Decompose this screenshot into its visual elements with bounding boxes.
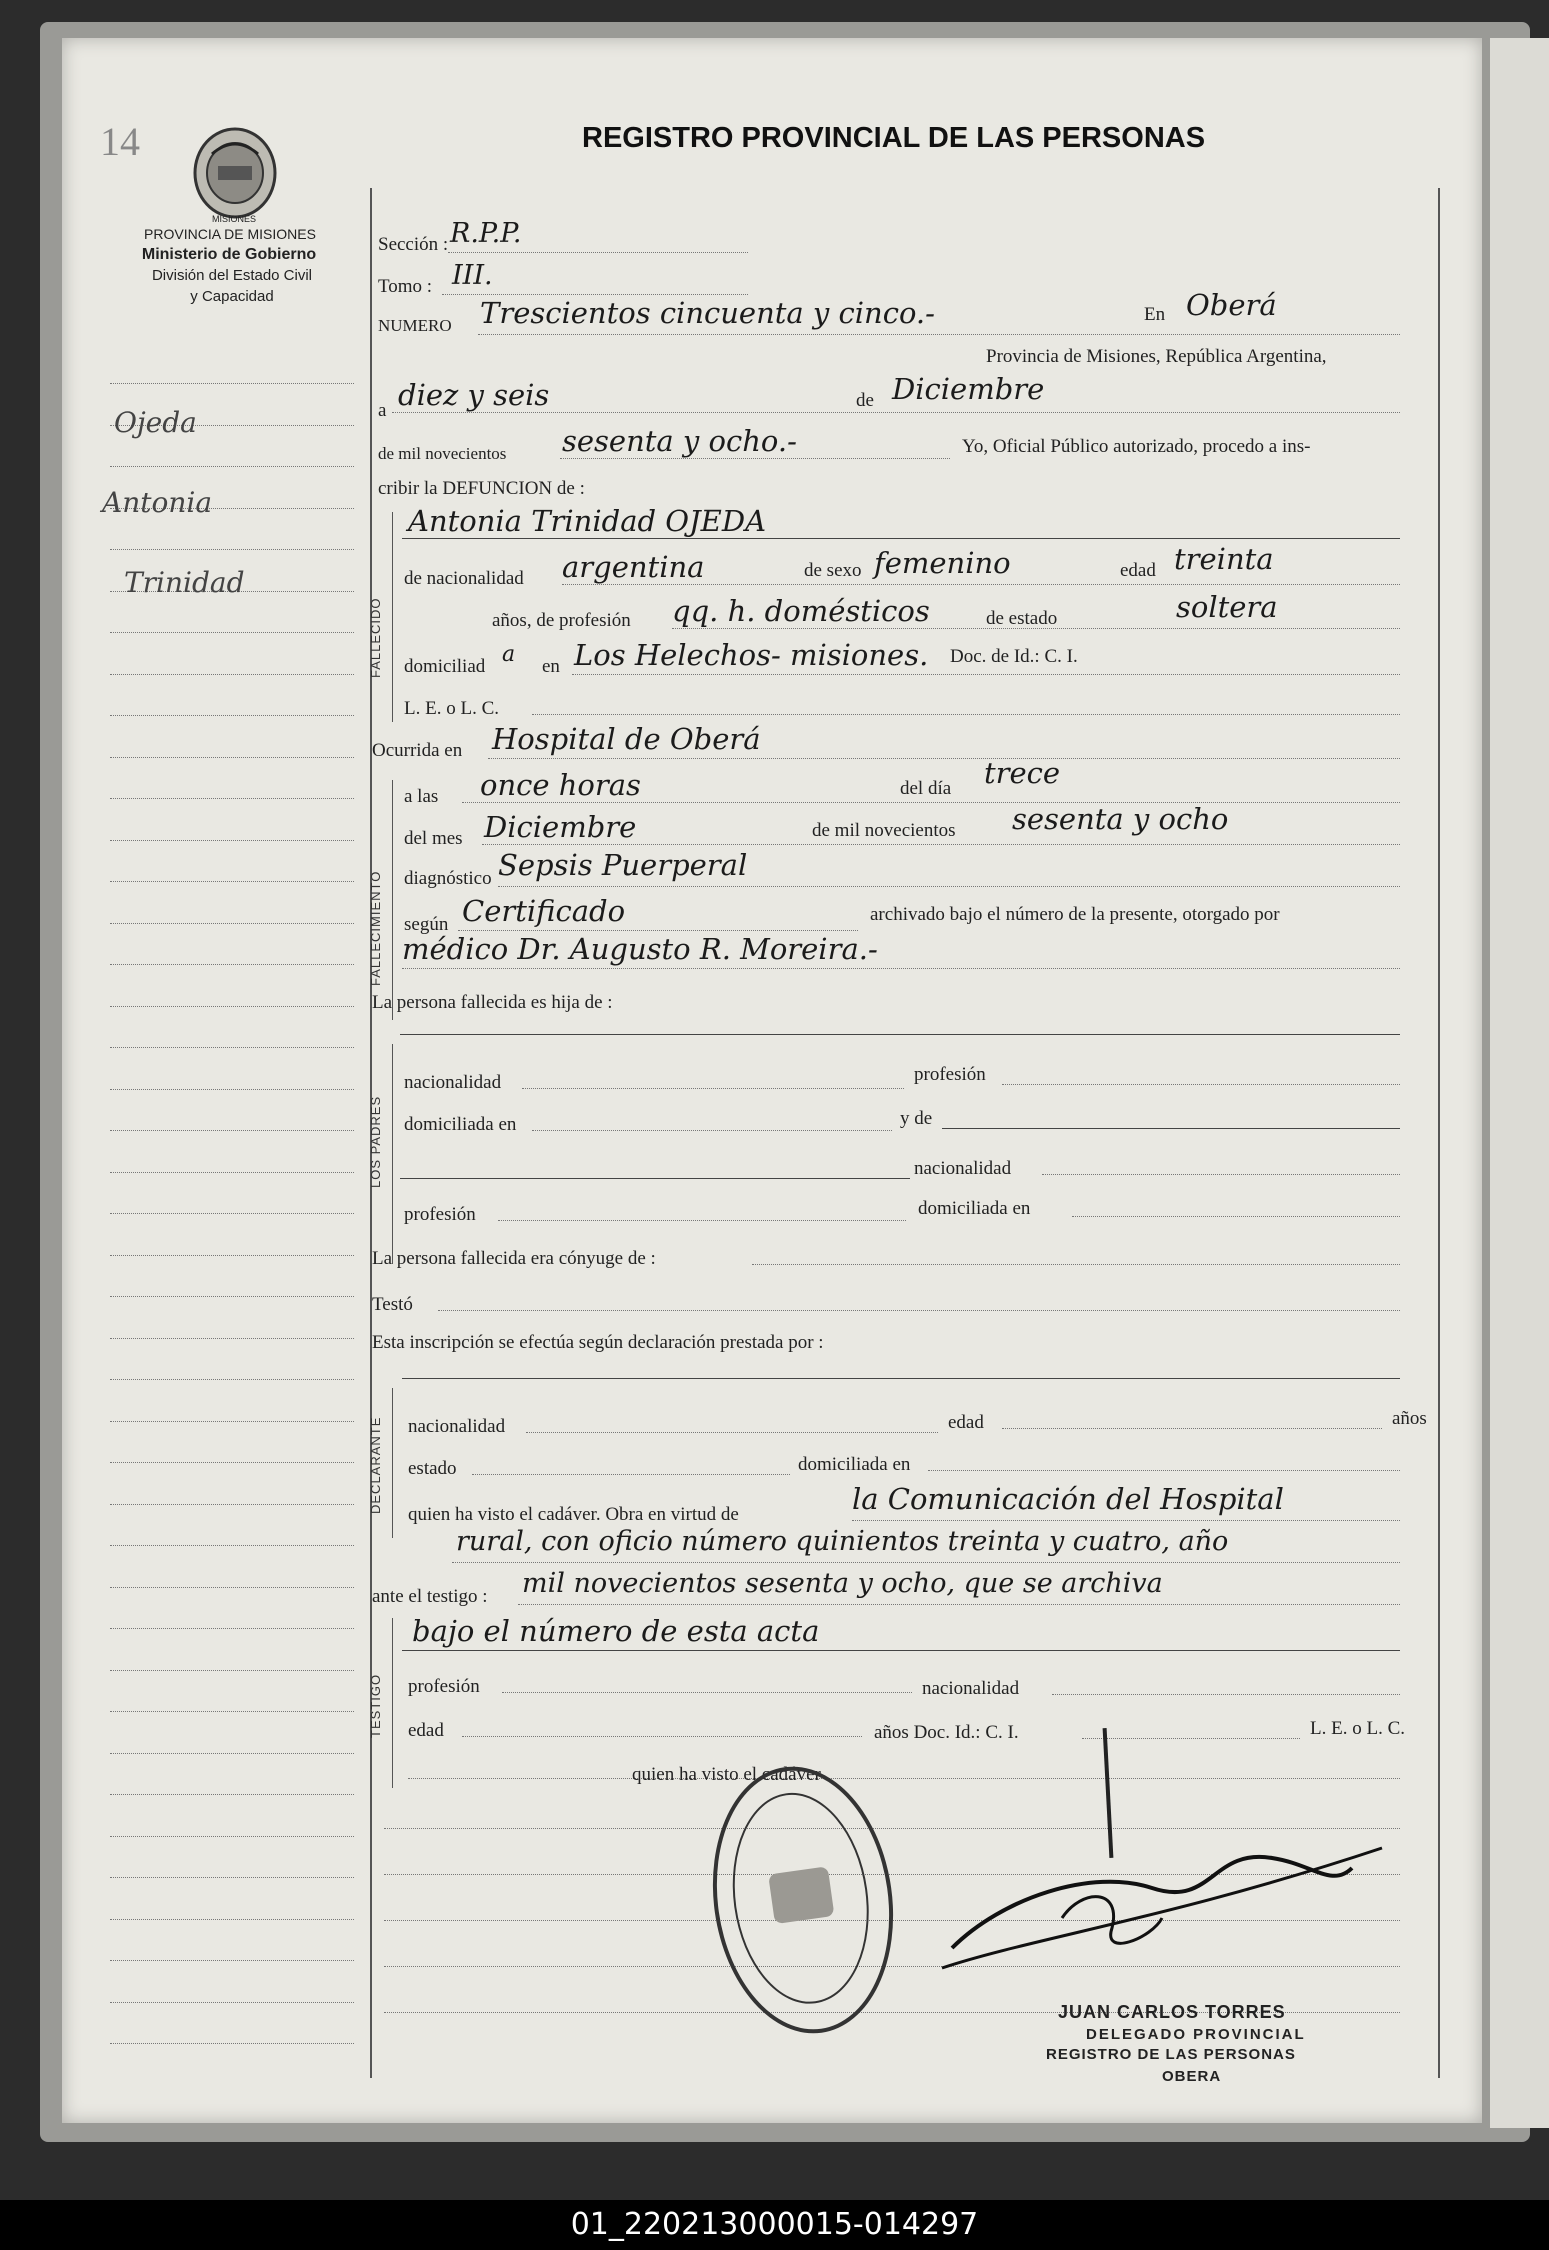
domicilio-line [572, 674, 1400, 675]
medico-line [402, 968, 1400, 969]
conyuge-line [752, 1264, 1400, 1265]
mil2-label: de mil novecientos [812, 820, 956, 841]
edad-value: treinta [1174, 542, 1274, 576]
en-label: En [1144, 304, 1166, 325]
estado-value: soltera [1176, 590, 1278, 624]
anos-profesion-label: años, de profesión [492, 610, 631, 631]
testigo-le-label: L. E. o L. C. [1310, 1718, 1405, 1739]
margin-middle-name: Trinidad [124, 566, 245, 599]
obra-line-1 [852, 1520, 1400, 1521]
testigo-profesion-line [502, 1692, 912, 1693]
ocurrida-line [488, 758, 1400, 759]
seccion-value: R.P.P. [450, 218, 522, 249]
margin-rule-line [110, 1794, 354, 1795]
margin-rule-line [110, 674, 354, 675]
margin-rule-line [110, 1877, 354, 1878]
declarante-edad-line [1002, 1428, 1382, 1429]
madre-domiciliada-line [1072, 1216, 1400, 1217]
le-label: L. E. o L. C. [404, 698, 499, 719]
madre-name-line [400, 1178, 910, 1179]
official-name: JUAN CARLOS TORRES [1058, 2002, 1286, 2022]
a-label: a [378, 400, 387, 421]
en-dom-label: en [542, 656, 560, 677]
madre-line [942, 1128, 1400, 1129]
declarante-line-1 [402, 1378, 1400, 1379]
image-id-footer: 01_220213000015-014297 [0, 2200, 1549, 2250]
margin-rule-line [110, 1670, 354, 1671]
estado-label: de estado [986, 608, 1058, 629]
letterhead-ministry: Ministerio de Gobierno [141, 246, 317, 263]
medico-value: médico Dr. Augusto R. Moreira.- [402, 932, 878, 966]
de-label: de [856, 390, 874, 411]
doc-label: Doc. de Id.: C. I. [950, 646, 1078, 667]
fecha-line [392, 412, 1400, 413]
margin-rule-line [110, 757, 354, 758]
margin-rule-line [110, 715, 354, 716]
testigo-edad-line [462, 1736, 862, 1737]
dia-value: diez y seis [398, 378, 550, 412]
anio-line [560, 458, 950, 459]
ocurrida-value: Hospital de Oberá [492, 722, 761, 756]
margin-rule-line [110, 1753, 354, 1754]
padre-nacionalidad-line [522, 1088, 904, 1089]
segun-line [458, 930, 858, 931]
margin-rule-line [110, 1462, 354, 1463]
sexo-value: femenino [874, 546, 1011, 580]
margin-rule-line [110, 2043, 354, 2044]
le-line [532, 714, 1400, 715]
testigo-anos-doc-label: años Doc. Id.: C. I. [874, 1722, 1019, 1743]
margin-rule-line [110, 840, 354, 841]
official-oval-stamp [696, 1755, 910, 2045]
nombre-line [402, 538, 1400, 539]
ocurrida-label: Ocurrida en [372, 740, 463, 761]
margin-first-name: Antonia [102, 486, 213, 519]
padre-domiciliada-label: domiciliada en [404, 1114, 517, 1135]
provincia-text: Provincia de Misiones, República Argentina, [986, 346, 1327, 367]
testigo-visto-text: quien ha visto el cadáver [632, 1764, 821, 1785]
nacionalidad-value: argentina [562, 550, 705, 584]
padre-profesion-label: profesión [914, 1064, 986, 1085]
seccion-label: Sección : [378, 234, 449, 255]
margin-rule-line [110, 1255, 354, 1256]
margin-rule-line [110, 1836, 354, 1837]
testigo-edad-label: edad [408, 1720, 444, 1741]
obra-value-1: la Comunicación del Hospital [852, 1482, 1284, 1516]
padre-nacionalidad-label: nacionalidad [404, 1072, 502, 1093]
margin-rule-line [110, 1504, 354, 1505]
madre-nacionalidad-label: nacionalidad [914, 1158, 1012, 1179]
declarante-bracket [392, 1388, 393, 1538]
madre-profesion-line [498, 1220, 906, 1221]
segun-value: Certificado [462, 894, 626, 928]
right-divider [1438, 188, 1440, 2078]
testo-line [438, 1310, 1400, 1311]
tomo-value: III. [452, 260, 493, 291]
dia2-value: trece [984, 756, 1061, 790]
oficial-text: Yo, Oficial Público autorizado, procedo a ins- [962, 436, 1311, 457]
margin-rule-line [110, 383, 354, 384]
hija-text: La persona fallecida es hija de : [372, 992, 613, 1013]
declarante-estado-label: estado [408, 1458, 457, 1479]
padres-bracket [392, 1044, 393, 1264]
tomo-label: Tomo : [378, 276, 433, 297]
segun-label: según [404, 914, 449, 935]
official-registry: REGISTRO DE LAS PERSONAS [1046, 2046, 1296, 2063]
margin-rule-line [110, 881, 354, 882]
madre-profesion-label: profesión [404, 1204, 476, 1225]
padres-line-1 [400, 1034, 1400, 1035]
testigo-line-3 [408, 1778, 1400, 1779]
sexo-label: de sexo [804, 560, 862, 581]
margin-rule-line [110, 1296, 354, 1297]
seccion-line [448, 252, 748, 253]
official-title: DELEGADO PROVINCIAL [1086, 2026, 1306, 2043]
en-value: Oberá [1186, 288, 1277, 322]
margin-surname: Ojeda [114, 406, 197, 439]
margin-rule-line [110, 1047, 354, 1048]
margin-rule-line [110, 2002, 354, 2003]
edad-label: edad [1120, 560, 1156, 581]
a-las-label: a las [404, 786, 439, 807]
inscripcion-text: Esta inscripción se efectúa según declaración prestada por : [372, 1332, 824, 1353]
mes-value: Diciembre [892, 372, 1045, 406]
numero-line [478, 334, 1400, 335]
domicilio-value: Los Helechos- misiones. [574, 638, 929, 672]
margin-rule-line [110, 1089, 354, 1090]
domiciliad-label: domiciliad [404, 656, 486, 677]
register-page [62, 38, 1482, 2123]
margin-rule-line [110, 1960, 354, 1961]
testigo-section-label: TESTIGO [368, 1673, 383, 1738]
signature-icon [912, 1828, 1392, 1988]
letterhead-division: División del Estado Civil [151, 267, 313, 284]
margin-rule-line [110, 1587, 354, 1588]
padre-profesion-line [1002, 1084, 1400, 1085]
padres-section-label: LOS PADRES [368, 1095, 383, 1188]
margin-rule-line [110, 1338, 354, 1339]
margin-rule-line [110, 1919, 354, 1920]
diagnostico-label: diagnóstico [404, 868, 492, 889]
hora-line [462, 802, 1400, 803]
margin-rule-line [110, 1379, 354, 1380]
inscribir-text: cribir la DEFUNCION de : [378, 478, 585, 499]
official-city: OBERA [1162, 2068, 1222, 2085]
nacionalidad-line [562, 584, 1400, 585]
margin-rule-line [110, 1421, 354, 1422]
facing-page [1490, 38, 1549, 2128]
profesion-value: qq. h. domésticos [672, 594, 930, 628]
testigo-line-1 [518, 1604, 1400, 1605]
testigo-doc-line [1082, 1738, 1300, 1739]
numero-value: Trescientos cincuenta y cinco.- [480, 296, 935, 330]
nombre-value: Antonia Trinidad OJEDA [408, 504, 767, 538]
del-dia-label: del día [900, 778, 952, 799]
conyuge-text: La persona fallecida era cónyuge de : [372, 1248, 656, 1269]
ante-testigo-label: ante el testigo : [372, 1586, 488, 1607]
profesion-line [672, 628, 1400, 629]
declarante-domiciliada-line [928, 1470, 1400, 1471]
margin-rule-line [110, 1172, 354, 1173]
tomo-line [442, 294, 748, 295]
letterhead-province: PROVINCIA DE MISIONES [144, 226, 316, 242]
madre-nacionalidad-line [1042, 1174, 1400, 1175]
mes2-value: Diciembre [484, 810, 637, 844]
mil-label: de mil novecientos [378, 444, 507, 463]
numero-label: NUMERO [378, 316, 452, 335]
diagnostico-value: Sepsis Puerperal [498, 848, 748, 882]
del-mes-label: del mes [404, 828, 463, 849]
margin-rule-line [110, 1545, 354, 1546]
fallecimiento-section-label: FALLECIMIENTO [368, 870, 383, 986]
provincial-seal-icon [190, 124, 280, 222]
nacionalidad-label: de nacionalidad [404, 568, 524, 589]
declarante-nacionalidad-label: nacionalidad [408, 1416, 506, 1437]
padre-y-de-label: y de [900, 1108, 933, 1129]
obra-value-2: rural, con oficio número quinientos treinta y cuatro, año [456, 1526, 1229, 1557]
margin-rule-line [110, 466, 354, 467]
obra-line-2 [452, 1562, 1400, 1563]
domiciliad-suffix: a [502, 642, 516, 667]
declarante-visto-text: quien ha visto el cadáver. Obra en virtud de [408, 1504, 739, 1525]
letterhead-capacidad: y Capacidad [190, 288, 274, 305]
declarante-section-label: DECLARANTE [368, 1416, 383, 1514]
declarante-edad-label: edad [948, 1412, 984, 1433]
testigo-profesion-label: profesión [408, 1676, 480, 1697]
margin-rule-line [110, 1130, 354, 1131]
archivado-text: archivado bajo el número de la presente, otorgado por [870, 904, 1280, 925]
declarante-estado-line [472, 1474, 790, 1475]
margin-rule-line [110, 1628, 354, 1629]
testigo-line-2 [402, 1650, 1400, 1651]
margin-rule-line [110, 1711, 354, 1712]
testigo-nacionalidad-line [1052, 1694, 1400, 1695]
margin-rule-line [110, 632, 354, 633]
testigo-nacionalidad-label: nacionalidad [922, 1678, 1020, 1699]
page-number: 14 [100, 119, 140, 164]
fallecimiento-bracket [392, 780, 393, 1020]
madre-domiciliada-label: domiciliada en [918, 1198, 1031, 1219]
hora-value: once horas [480, 768, 641, 802]
fallecido-section-label: FALLECIDO [368, 597, 383, 678]
declarante-nacionalidad-line [526, 1432, 938, 1433]
declarante-anos-label: años [1392, 1408, 1427, 1429]
margin-rule-line [110, 964, 354, 965]
declarante-domiciliada-label: domiciliada en [798, 1454, 911, 1475]
anio2-value: sesenta y ocho [1012, 802, 1229, 836]
margin-rule-line [110, 1213, 354, 1214]
page-title: REGISTRO PROVINCIAL DE LAS PERSONAS [582, 122, 1206, 154]
margin-rule-line [110, 798, 354, 799]
testigo-value-1: mil novecientos sesenta y ocho, que se archiva [522, 1568, 1163, 1599]
seal-text: MISIONES [212, 214, 257, 224]
padre-domiciliada-line [532, 1130, 892, 1131]
margin-rule-line [110, 549, 354, 550]
testo-text: Testó [372, 1294, 413, 1315]
margin-rule-line [110, 1006, 354, 1007]
anio-value: sesenta y ocho.- [562, 424, 797, 458]
mes2-line [482, 844, 1400, 845]
testigo-bracket [392, 1618, 393, 1788]
diagnostico-line [498, 886, 1400, 887]
margin-rule-line [110, 923, 354, 924]
fallecido-bracket [392, 512, 393, 722]
testigo-value-2: bajo el número de esta acta [412, 1614, 820, 1648]
